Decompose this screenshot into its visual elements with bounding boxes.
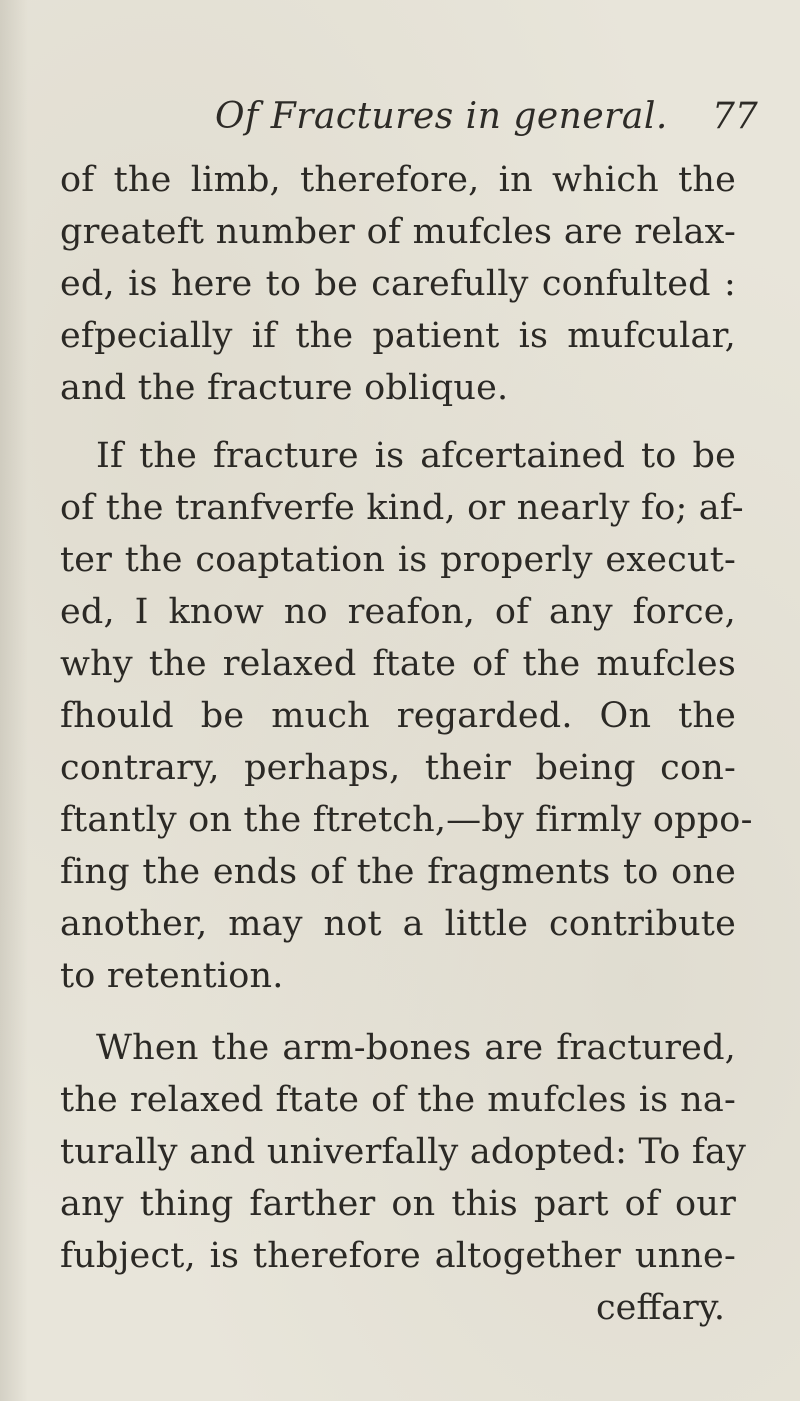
text-line: efpecially if the patient is mufcular, [60,316,736,356]
running-title: Of Fractures in general. [215,96,668,137]
text-line: the relaxed ftate of the mufcles is na- [60,1080,736,1120]
text-line: to retention. [60,956,284,996]
text-line: any thing farther on this part of our [60,1184,736,1224]
text-line: fhould be much regarded. On the [60,696,736,736]
text-line: ed, I know no reafon, of any force, [60,592,736,632]
page-gutter-shadow [0,0,28,1401]
text-line: another, may not a little contribute [60,904,736,944]
text-line: of the tranfverfe kind, or nearly fo; af- [60,488,744,528]
catchword: ceffary. [596,1288,726,1328]
text-line: greateft number of mufcles are relax- [60,212,736,252]
text-line: When the arm-bones are fractured, [96,1028,736,1068]
page-number: 77 [712,96,758,137]
text-line: why the relaxed ftate of the mufcles [60,644,736,684]
text-line: and the fracture oblique. [60,368,509,408]
text-line: of the limb, therefore, in which the [60,160,736,200]
text-line: ter the coaptation is properly execut- [60,540,736,580]
text-line: contrary, perhaps, their being con- [60,748,736,788]
running-head [0,96,800,146]
text-line: ed, is here to be carefully confulted : [60,264,736,304]
text-line: fing the ends of the fragments to one [60,852,736,892]
text-line: ftantly on the ftretch,—by firmly oppo- [60,800,753,840]
text-line: If the fracture is afcertained to be [96,436,736,476]
text-line: fubject, is therefore altogether unne- [60,1236,736,1276]
text-line: turally and univerfally adopted: To fay [60,1132,747,1172]
